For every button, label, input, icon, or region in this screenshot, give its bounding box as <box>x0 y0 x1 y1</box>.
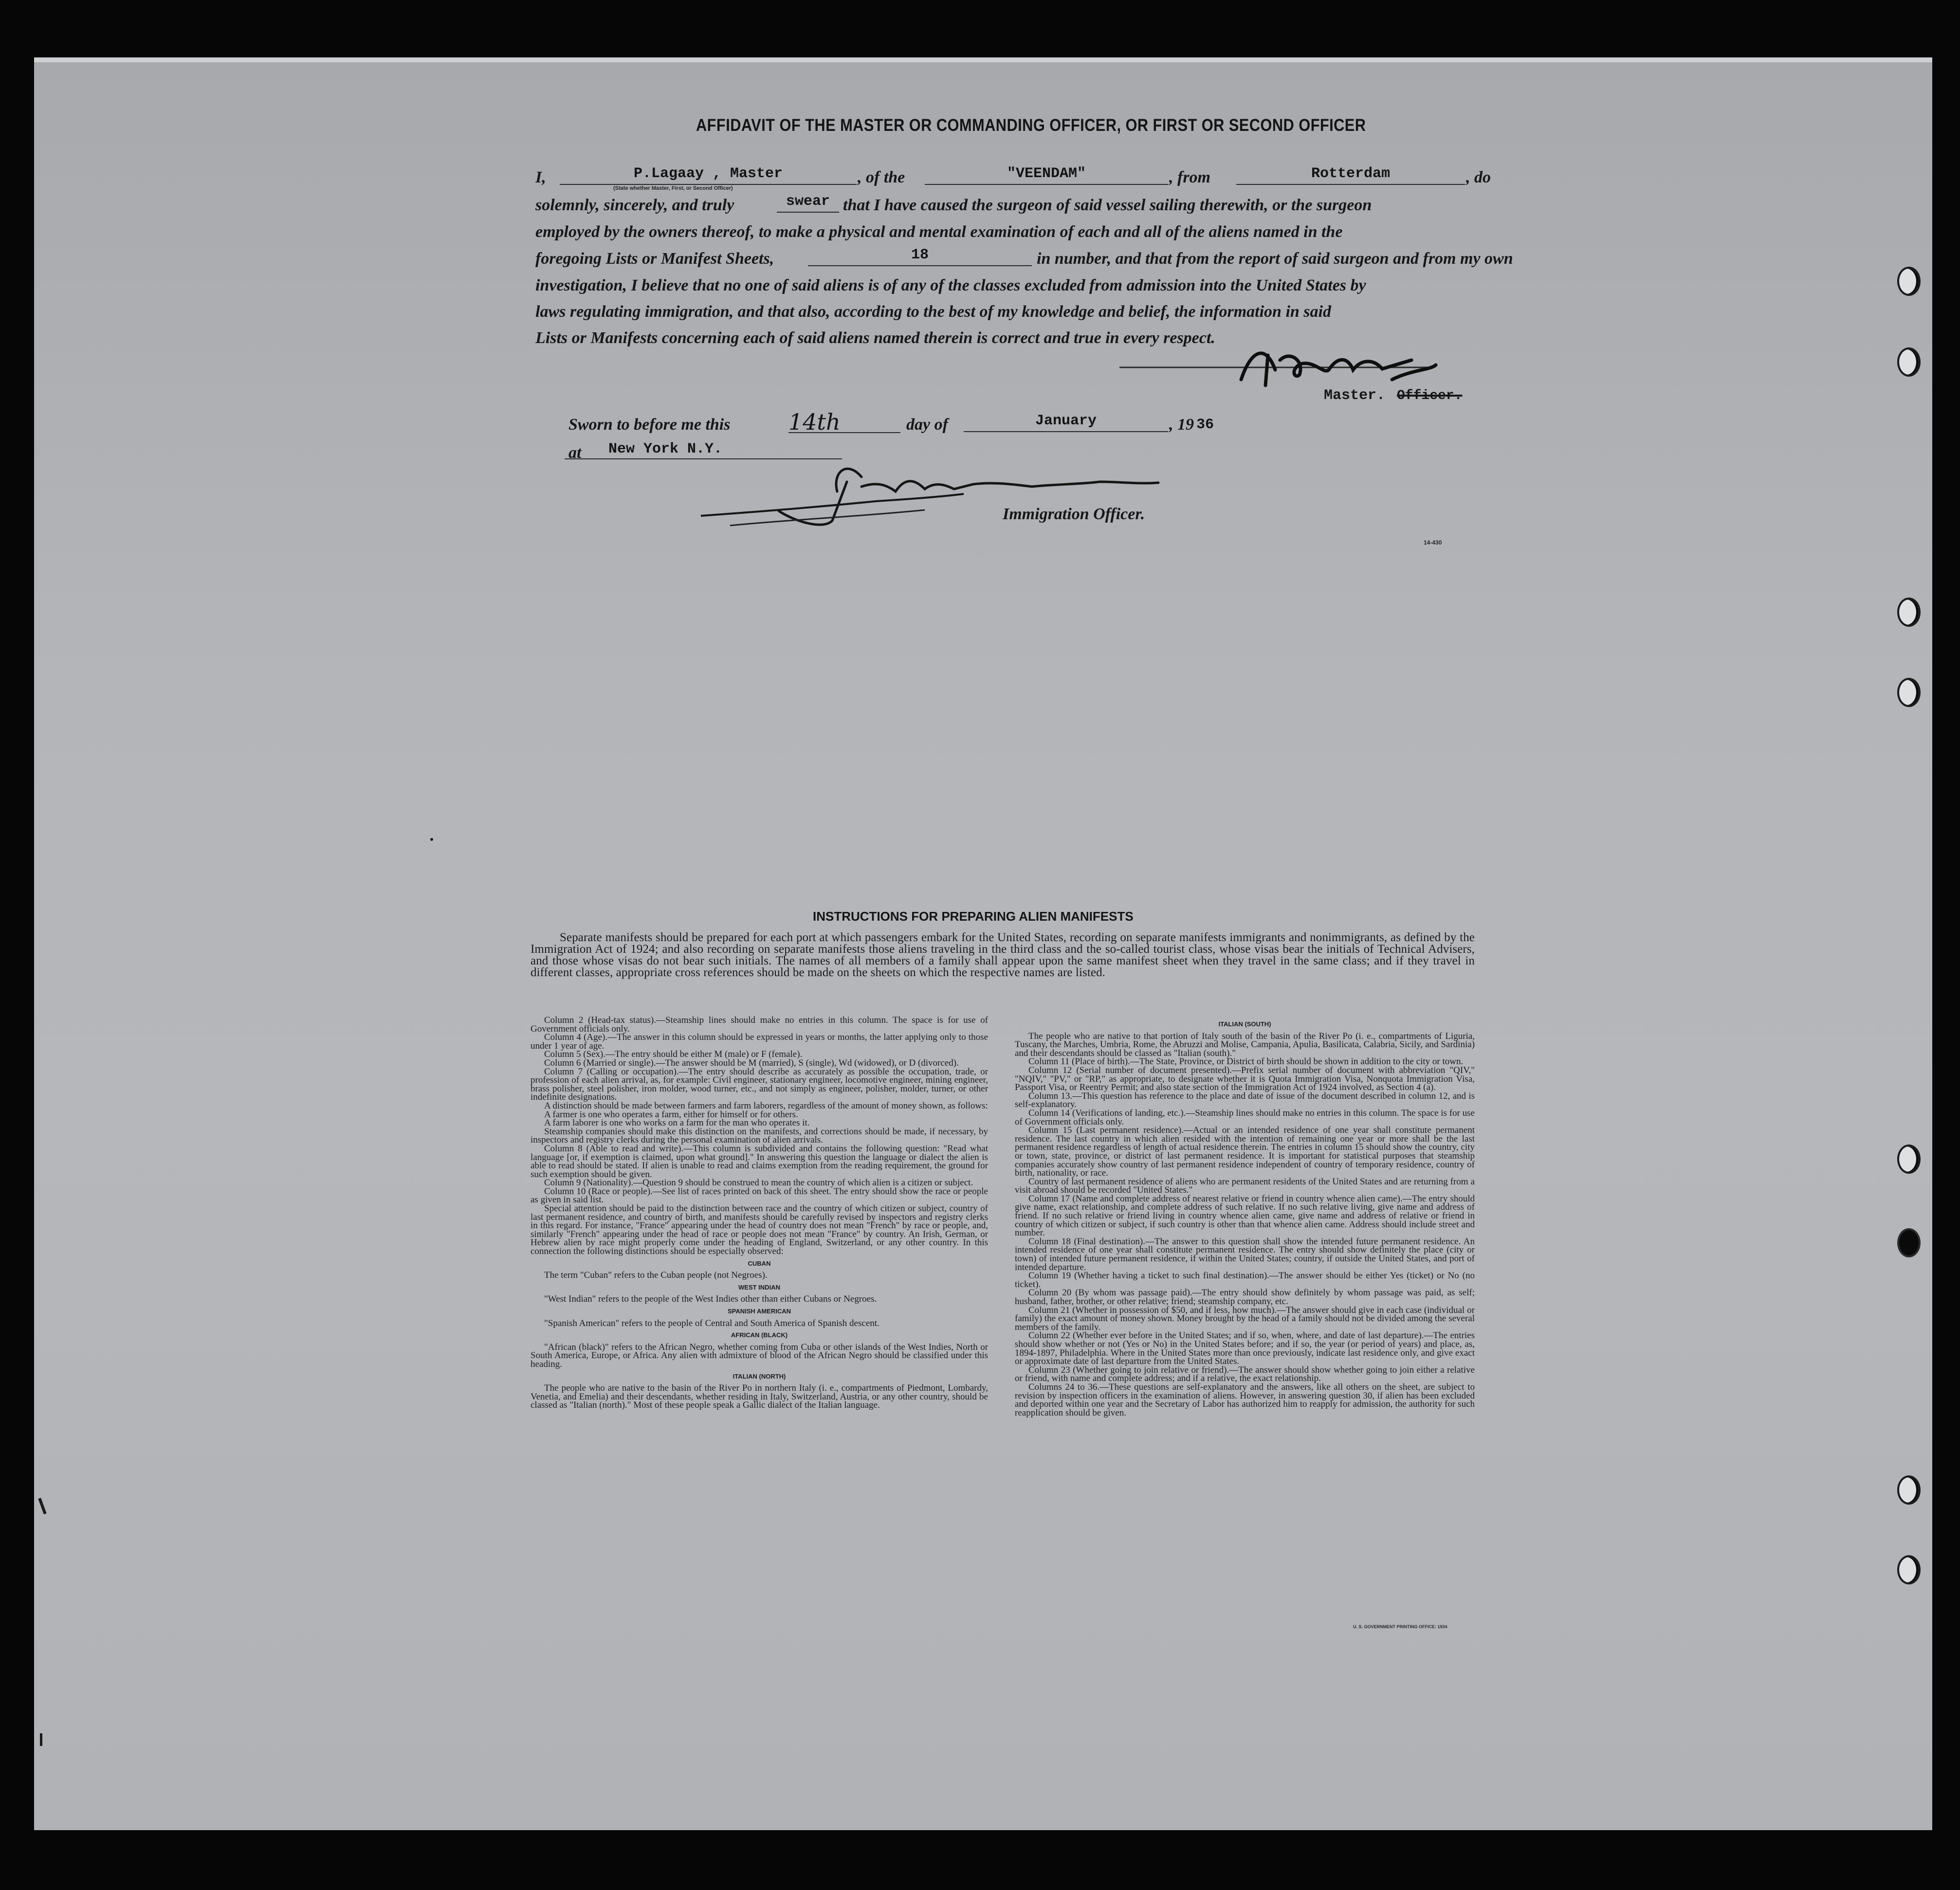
heading-african: AFRICAN (BLACK) <box>731 1331 788 1339</box>
instr-race-distinction: Special attention should be paid to the distinction between race and the country of which citizen or subject, country of last permanent residence, and country of birth, and manifests should be carefully revised by inspectors and registry clerks in this regard. For instance, "France" appearing under the head of country does not mean "French" by race or people, and, similarly "French" appearing under the head of race or people does not mean "France" by country. An Irish, German, or Hebrew alien by race might properly come under the heading of England, Switzerland, or any other country. In this connection the following distinctions should be especially observed: <box>531 1203 988 1257</box>
instr-col15: Column 15 (Last permanent residence).—Actual or an intended residence of one year shall constitute permanent residence. The last country in which alien resided with the intention of remaining one year or more shall be the last permanent residence regardless of length of actual residence therein. The entries in column 15 should show the country, city or town, state, province, or district of last permanent residence. It is important for statistical purposes that steamship companies accurately show country of last permanent residence independent of country of temporary residence, country of birth, nationality, or race. <box>1015 1125 1475 1179</box>
binder-hole <box>1899 680 1919 705</box>
instr-col7: Column 7 (Calling or occupation).—The entry should describe as accurately as possible the occupation, trade, or profession of each alien arrival, as, for example: Civil engineer, stationary engineer, locomotive engineer, mining engineer, brass polisher, steel polisher, iron molder, wood turner, etc., and not simply as engineer, polisher, molder, turner, or other indefinite designations. <box>531 1066 988 1103</box>
instructions-left-column <box>531 1016 988 1410</box>
instr-steamship-distinction: Steamship companies should make this distinction on the manifests, and corrections should be made, if necessary, by inspectors and registry clerks during the personal examination of alien arrivals. <box>531 1126 988 1145</box>
instr-farm-distinction: A distinction should be made between farmers and farm laborers, regardless of the amount of money shown, as follows: <box>544 1100 988 1111</box>
binder-hole <box>1899 269 1919 294</box>
affidavit-line4-start: foregoing Lists or Manifest Sheets, <box>535 250 774 268</box>
instr-col4: Column 4 (Age).—The answer in this column should be expressed in years or months, the latter applying only to those under 1 year of age. <box>531 1032 988 1051</box>
binder-hole <box>1899 1230 1919 1255</box>
officer-name-field: P.Lagaay , Master <box>560 165 857 185</box>
instr-col21: Column 21 (Whether in possession of $50, and if less, how much).—The answer should give in each case (individual or family) the exact amount of money shown. Money brought by the head of a family should not be divided among the several members of the family. <box>1015 1305 1475 1332</box>
departure-port-field: Rotterdam <box>1236 165 1465 185</box>
affidavit-line3: employed by the owners thereof, to make a physical and mental examination of each and all of the aliens named in the <box>535 223 1343 241</box>
oath-word-field: swear <box>777 193 839 213</box>
affidavit-line2-start: solemnly, sincerely, and truly <box>535 196 734 214</box>
instr-country-residence: Country of last permanent residence of aliens who are permanent residents of the United States and are returning from a visit abroad should be recorded "United States." <box>1015 1176 1475 1196</box>
from-label: , from <box>1169 168 1210 186</box>
instructions-right-column <box>1015 1020 1475 1417</box>
instr-col11: Column 11 (Place of birth).—The State, Province, or District of birth should be shown in addition to the city or town. <box>1028 1056 1464 1067</box>
sheet-count-field: 18 <box>808 247 1032 266</box>
sheet-top-edge <box>34 57 1932 62</box>
instr-african: "African (black)" refers to the African Negro, whether coming from Cuba or other islands of the West Indies, North or South America, Europe, or Africa. Any alien with admixture of blood of the African Negro should be classified under this heading. <box>531 1342 988 1369</box>
signer-title-officer-struck: Officer. <box>1397 388 1463 403</box>
heading-west-indian: WEST INDIAN <box>738 1283 780 1291</box>
sworn-month-field: January <box>964 413 1168 432</box>
heading-italian-north: ITALIAN (NORTH) <box>733 1372 786 1380</box>
instructions-title: INSTRUCTIONS FOR PREPARING ALIEN MANIFESTS <box>813 909 1134 924</box>
affidavit-line7: Lists or Manifests concerning each of said aliens named therein is correct and true in every respect. <box>535 329 1215 347</box>
heading-spanish-american: SPANISH AMERICAN <box>727 1308 791 1315</box>
do-label: , do <box>1466 168 1491 186</box>
instr-col18: Column 18 (Final destination).—The answer to this question shall show the intended future permanent residence. An intended residence of one year shall constitute permanent residence. The entry should show definitely the place (city or town) of intended future permanent residence, if within the United States; country, if outside the United States, and port of intended departure. <box>1015 1236 1475 1272</box>
heading-cuban: CUBAN <box>748 1259 771 1267</box>
instr-west-indian: "West Indian" refers to the people of the West Indies other than either Cubans or Negroes. <box>544 1294 877 1305</box>
binder-hole <box>1899 600 1919 625</box>
at-label: at <box>568 444 582 462</box>
binder-hole <box>1899 1477 1919 1503</box>
margin-mark <box>40 1733 42 1746</box>
printer-imprint: U. S. GOVERNMENT PRINTING OFFICE: 1934 <box>1353 1624 1447 1629</box>
year-suffix: 36 <box>1196 417 1214 433</box>
instr-col19: Column 19 (Whether having a ticket to such final destination).—The answer should be either Yes (ticket) or No (no ticket). <box>1015 1271 1475 1290</box>
instr-col5: Column 5 (Sex).—The entry should be either M (male) or F (female). <box>544 1049 803 1060</box>
form-number: 14-430 <box>1424 539 1442 546</box>
instr-italian-south: The people who are native to that portion of Italy south of the basin of the River Po (i. e., compartments of Liguria, Tuscany, the Marches, Umbria, Rome, the Abruzzi and Molise, Campania, Apulia, Basilicata, Calabria, Sicily, and Sardinia) and their descendants should be classed as "Italian (south)." <box>1015 1031 1475 1058</box>
instr-farm-laborer: A farm laborer is one who works on a farm for the man who operates it. <box>544 1118 810 1128</box>
of-the-label: , of the <box>858 168 905 186</box>
instr-col2: Column 2 (Head-tax status).—Steamship lines should make no entries in this column. The space is for use of Government officials only. <box>531 1015 988 1034</box>
year-prefix: , 19 <box>1169 416 1194 434</box>
binder-hole <box>1899 1557 1919 1582</box>
sworn-day-field: 14th <box>788 409 900 433</box>
day-of-label: day of <box>906 416 948 434</box>
affidavit-line2-end: that I have caused the surgeon of said vessel sailing therewith, or the surgeon <box>843 196 1372 214</box>
affidavit-line4-end: in number, and that from the report of said surgeon and from my own <box>1037 250 1513 268</box>
immigration-officer-label: Immigration Officer. <box>1003 505 1145 523</box>
instr-col12: Column 12 (Serial number of document presented).—Prefix serial number of document with abbreviation "QIV," "NQIV," "PV," or "RP," as appropriate, to designate whether it is Quota Immigration Visa, Nonquota Immigration Visa, Passport Visa, or Reentry Permit; and also state section of the Immigration Act of 1924 involved, as Section 4 (a). <box>1015 1065 1475 1093</box>
affidavit-line6: laws regulating immigration, and that also, according to the best of my knowledge and belief, the information in said <box>535 303 1331 321</box>
sworn-label: Sworn to before me this <box>568 416 731 434</box>
instr-italian-north: The people who are native to the basin of the River Po in northern Italy (i. e., compartments of Piedmont, Lombardy, Venetia, and Emelia) and their descendants, whether residing in Italy, Switzerland, Austria, or any other country, should be classed as "Italian (north)." Most of these people speak a Gallic dialect of the Italian language. <box>531 1383 988 1411</box>
binder-hole <box>1899 349 1919 375</box>
affidavit-title: AFFIDAVIT OF THE MASTER OR COMMANDING OFFICER, OR FIRST OR SECOND OFFICER <box>696 116 1366 135</box>
instr-col17: Column 17 (Name and complete address of nearest relative or friend in country whence alien came).—The entry should give name, exact relationship, and complete address of such relative. If no such relative living, give name and address of friend. If no such relative or friend living in country whence alien came, give name and address of relative or friend in country of which citizen or subject, if such country is other than that whence alien came. Address should include street and number. <box>1015 1193 1475 1238</box>
instr-col13: Column 13.—This question has reference to the place and date of issue of the document described in column 12, and is self-explanatory. <box>1015 1090 1475 1110</box>
instr-col20: Column 20 (By whom was passage paid).—The entry should show definitely by whom passage was paid, as self; husband, father, brother, or other relative; friend; steamship company, etc. <box>1015 1288 1475 1307</box>
instr-col10: Column 10 (Race or people).—See list of races printed on back of this sheet. The entry should show the race or people as given in said list. <box>531 1186 988 1205</box>
instr-col24-36: Columns 24 to 36.—These questions are self-explanatory and the answers, like all others on the sheet, are subject to revision by inspection officers in the examination of aliens. However, in answering question 30, if alien has been excluded and deported within one year and the Secretary of Labor has authorized him to reapply for admission, the authority for such reapplication should be given. <box>1015 1381 1475 1418</box>
speck <box>430 838 433 841</box>
instr-col9: Column 9 (Nationality).—Question 9 should be construed to mean the country of which alien is a citizen or subject. <box>544 1178 973 1188</box>
instr-col14: Column 14 (Verifications of landing, etc.).—Steamship lines should make no entries in this column. The space is for use of Government officials only. <box>1015 1108 1475 1127</box>
instr-farmer: A farmer is one who operates a farm, either for himself or for others. <box>544 1109 798 1120</box>
vessel-name-field: "VEENDAM" <box>925 165 1168 185</box>
instr-col22: Column 22 (Whether ever before in the United States; and if so, when, where, and date of last departure).—The entries should show whether or not (Yes or No) in the United States before; and if so, the year (or period of years) and place, as, 1894-1897, Philadelphia. Where in the United States more than once previously, indicate last residence only, and give exact or approximate date of last departure from the United States. <box>1015 1330 1475 1367</box>
affidavit-line5: investigation, I believe that no one of said aliens is of any of the classes excluded from admission into the United States by <box>535 276 1366 294</box>
instr-col6: Column 6 (Married or single).—The answer should be M (married), S (single), Wd (widowed), or D (divorced). <box>544 1057 959 1068</box>
instructions-intro: Separate manifests should be prepared for each port at which passengers embark for the United States, recording on separate manifests immigrants and nonimmigrants, as defined by the Immigration Act of 1924; and also recording on separate manifests those aliens traveling in the third class and the so-called tourist class, whose visas bear the initials of Technical Advisers, and those whose visas do not bear such initials. The names of all members of a family shall appear upon the same manifest sheet when they travel in the same class; and if they travel in different classes, appropriate cross references should be made on the sheets on which the respective names are listed. <box>531 931 1475 979</box>
signer-title-master: Master. <box>1324 387 1386 404</box>
officer-hint: (State whether Master, First, or Second Officer) <box>613 185 733 191</box>
heading-italian-south: ITALIAN (SOUTH) <box>1218 1020 1271 1028</box>
binder-hole <box>1899 1146 1919 1172</box>
instr-col23: Column 23 (Whether going to join relative or friend).—The answer should show whether going to join either a relative or friend, with name and complete address; and if a relative, the exact relationship. <box>1015 1364 1475 1384</box>
instr-col8: Column 8 (Able to read and write).—This column is subdivided and contains the following question: "Read what language [or, if exemption is claimed, upon what ground]." In answering this question the language or dialect the alien is able to read should be stated. If alien is unable to read and claims exemption from the reading requirement, the ground for such exemption should be given. <box>531 1143 988 1180</box>
instr-cuban: The term "Cuban" refers to the Cuban people (not Negroes). <box>544 1270 768 1281</box>
instr-spanish-american: "Spanish American" refers to the people of Central and South America of Spanish descent. <box>544 1318 879 1328</box>
sworn-place-field: New York N.Y. <box>565 441 842 459</box>
affidavit-i-label: I, <box>535 168 546 186</box>
